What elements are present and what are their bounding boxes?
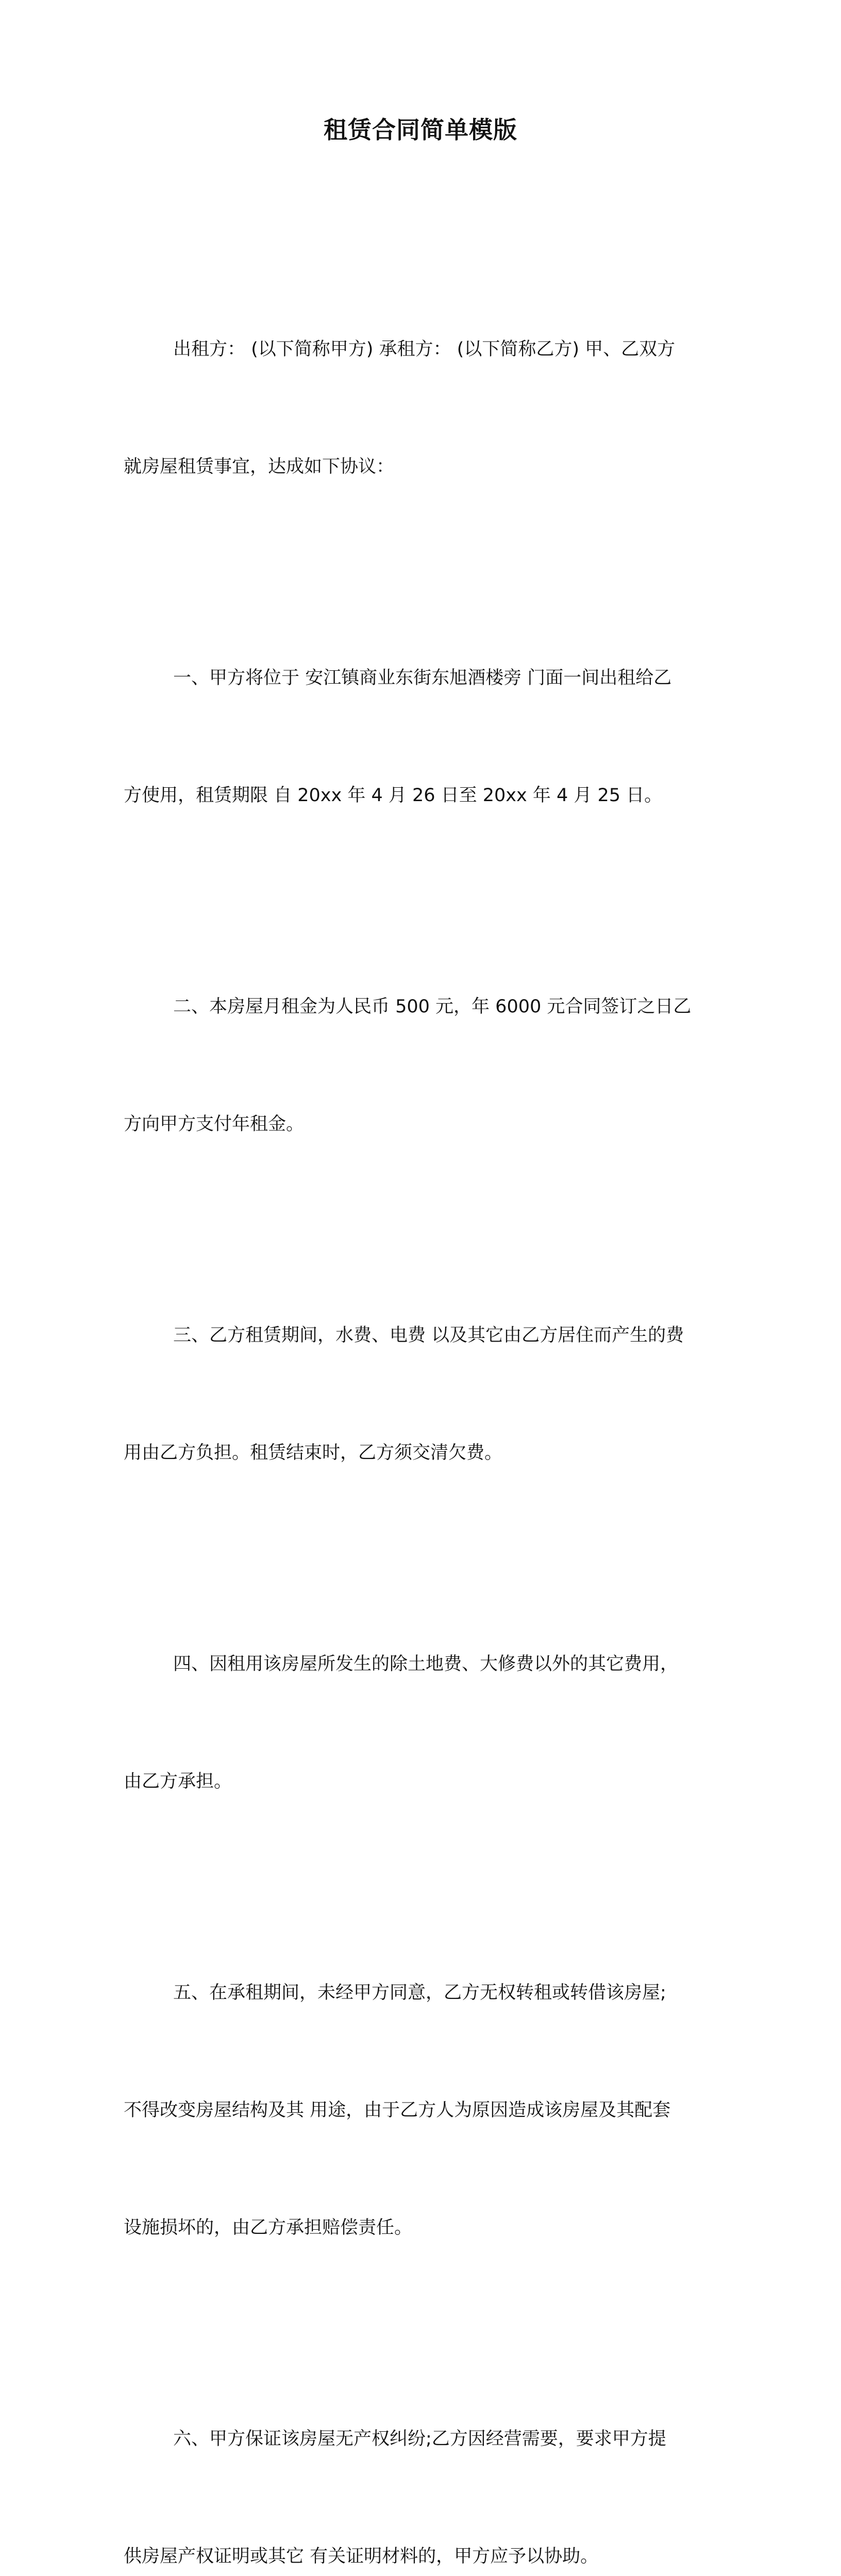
document-body (124, 251, 716, 2576)
document-title: 租赁合同简单模版 (324, 116, 517, 144)
paragraph-line: 六、甲方保证该房屋无产权纠纷;乙方因经营需要，要求甲方提 (173, 2429, 666, 2449)
paragraph-line: 二、本房屋月租金为人民币 500 元，年 6000 元合同签订之日乙 (173, 996, 692, 1017)
paragraph-clause-2 (124, 909, 716, 1222)
paragraph-line: 由乙方承担。 (124, 1771, 232, 1792)
paragraph-clause-4 (124, 1566, 716, 1879)
paragraph-line: 五、在承租期间，未经甲方同意，乙方无权转租或转借该房屋; (173, 1982, 666, 2003)
paragraph-line: 三、乙方租赁期间，水费、电费 以及其它由乙方居住而产生的费 (173, 1325, 684, 1346)
paragraph-line: 就房屋租赁事宜，达成如下协议： (124, 456, 395, 477)
paragraph-line: 四、因租用该房屋所发生的除土地费、大修费以外的其它费用， (173, 1654, 679, 1674)
paragraph-clause-1 (124, 580, 716, 893)
paragraph-line: 出租方： (以下简称甲方) 承租方： (以下简称乙方) 甲、乙双方 (173, 339, 676, 360)
paragraph-line: 方使用，租赁期限 自 20xx 年 4 月 26 日至 20xx 年 4 月 25 日。 (124, 785, 663, 806)
paragraph-parties (124, 251, 716, 565)
paragraph-clause-5 (124, 1895, 716, 2326)
paragraph-line: 一、甲方将位于 安江镇商业东街东旭酒楼旁 门面一间出租给乙 (173, 668, 672, 688)
paragraph-line: 用由乙方负担。租赁结束时，乙方须交清欠费。 (124, 1443, 503, 1463)
paragraph-line: 不得改变房屋结构及其 用途，由于乙方人为原因造成该房屋及其配套 (124, 2100, 671, 2121)
paragraph-line: 供房屋产权证明或其它 有关证明材料的，甲方应予以协助。 (124, 2546, 599, 2567)
paragraph-line: 方向甲方支付年租金。 (124, 1114, 305, 1134)
paragraph-line: 设施损坏的，由乙方承担赔偿责任。 (124, 2217, 413, 2238)
paragraph-clause-6 (124, 2341, 716, 2576)
paragraph-clause-3 (124, 1238, 716, 1551)
